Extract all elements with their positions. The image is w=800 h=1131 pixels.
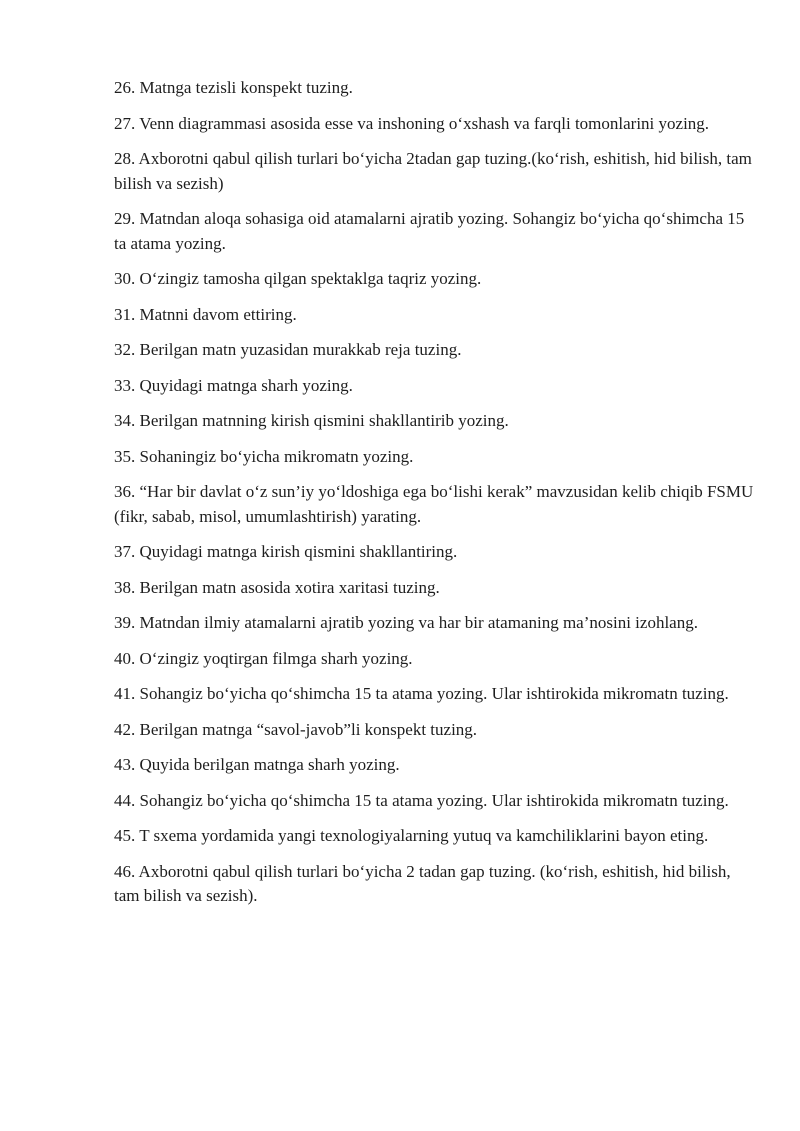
list-item: 44. Sohangiz bo‘yicha qo‘shimcha 15 ta atama yozing. Ular ishtirokida mikromatn tuzing. — [114, 790, 729, 810]
list-item: 41. Sohangiz bo‘yicha qo‘shimcha 15 ta atama yozing. Ular ishtirokida mikromatn tuzing. — [114, 684, 729, 703]
list-item: 34. Berilgan matnning kirish qismini shakllantirib yozing. — [114, 411, 509, 430]
list-item: 43. Quyida berilgan matnga sharh yozing. — [114, 755, 400, 774]
list-item: 38. Berilgan matn asosida xotira xaritasi tuzing. — [114, 577, 440, 597]
list-item: 32. Berilgan matn yuzasidan murakkab reja tuzing. — [114, 340, 462, 359]
list-item: 36. “Har bir davlat o‘z sun’iy yo‘ldoshiga ega bo‘lishi kerak” mavzusidan kelib chiqib FSMU (fikr, sabab, misol, umumlashtirish) yarating. — [114, 482, 754, 526]
list-item: 30. O‘zingiz tamosha qilgan spektaklga taqriz yozing. — [114, 269, 482, 288]
list-item: 35. Sohaningiz bo‘yicha mikromatn yozing. — [114, 446, 414, 466]
list-item: 31. Matnni davom ettiring. — [114, 304, 297, 324]
list-item: 37. Quyidagi matnga kirish qismini shakllantiring. — [114, 542, 458, 561]
list-item: 46. Axborotni qabul qilish turlari bo‘yicha 2 tadan gap tuzing. (ko‘rish, eshitish, hid bilish, tam bilish va sezish). — [114, 861, 731, 905]
list-item: 26. Matnga tezisli konspekt tuzing. — [114, 78, 353, 97]
list-item: 39. Matndan ilmiy atamalarni ajratib yozing va har bir atamaning ma’nosini izohlang. — [114, 613, 698, 632]
list-item: 33. Quyidagi matnga sharh yozing. — [114, 375, 353, 395]
list-item: 42. Berilgan matnga “savol-javob”li konspekt tuzing. — [114, 719, 478, 739]
list-item: 29. Matndan aloqa sohasiga oid atamalarni ajratib yozing. Sohangiz bo‘yicha qo‘shimcha 15 ta atama yozing. — [114, 209, 745, 253]
list-item: 27. Venn diagrammasi asosida esse va inshoning o‘xshash va farqli tomonlarini yozing. — [114, 113, 710, 133]
list-item: 40. O‘zingiz yoqtirgan filmga sharh yozing. — [114, 648, 413, 668]
list-item: 28. Axborotni qabul qilish turlari bo‘yicha 2tadan gap tuzing.(ko‘rish, eshitish, hid bilish, tam bilish va sezish) — [114, 149, 752, 193]
task-list — [114, 76, 754, 920]
list-item: 45. T sxema yordamida yangi texnologiyalarning yutuq va kamchiliklarini bayon eting. — [114, 826, 709, 845]
